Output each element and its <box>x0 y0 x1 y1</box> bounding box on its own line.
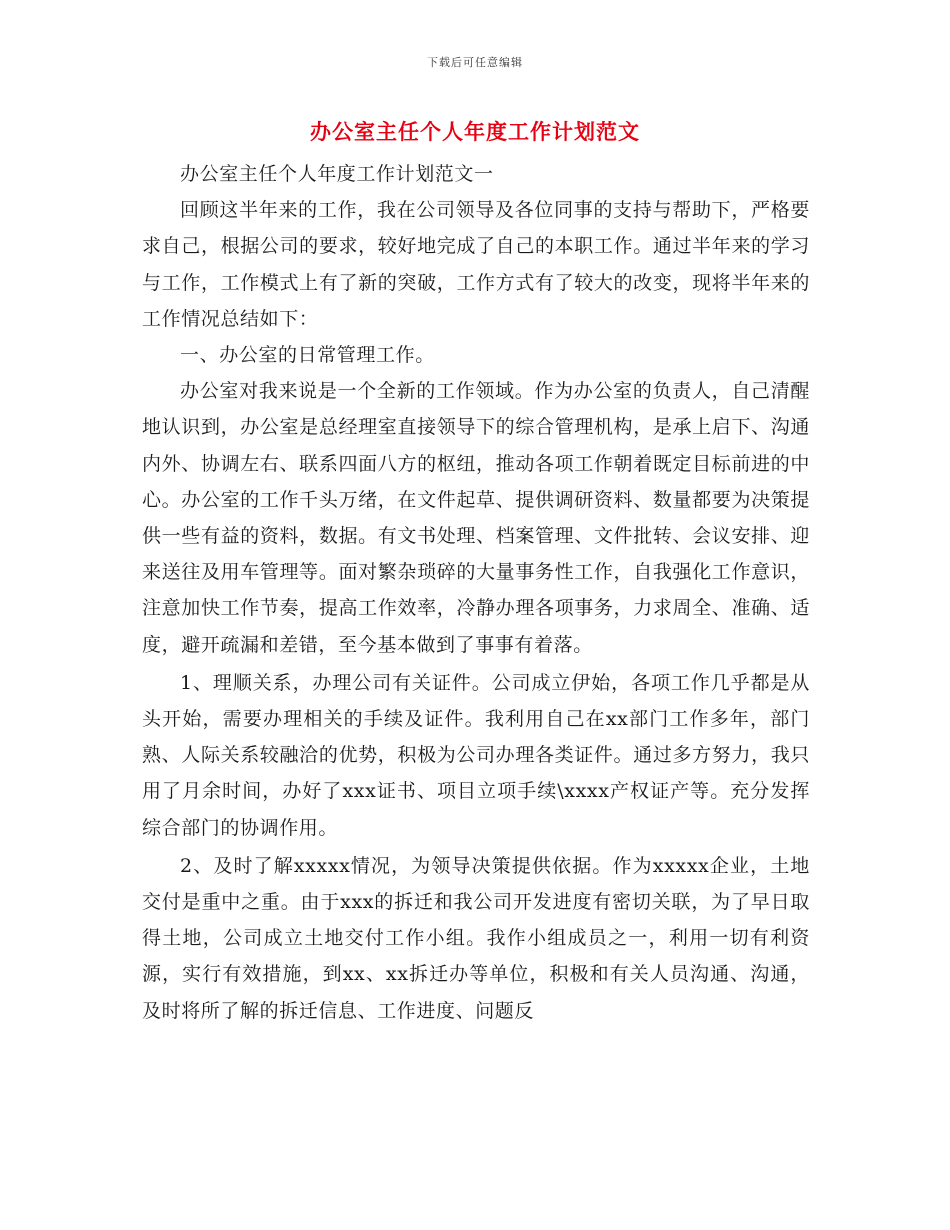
paragraph-intro: 回顾这半年来的工作，我在公司领导及各位同事的支持与帮助下，严格要求自己，根据公司的要求，较好地完成了自己的本职工作。通过半年来的学习与工作，工作模式上有了新的突破，工作方式有了较大的改变，现将半年来的工作情况总结如下： <box>142 199 810 330</box>
paragraph-item-1: 1、理顺关系，办理公司有关证件。公司成立伊始，各项工作几乎都是从头开始，需要办理相关的手续及证件。我利用自己在xx部门工作多年，部门熟、人际关系较融洽的优势，积极为公司办理各类证件。通过多方努力，我只用了月余时间，办好了xxx证书、项目立项手续\xxxx产权证产等。充分发挥综合部门的协调作用。 <box>142 671 810 839</box>
paragraph-section-heading: 一、办公室的日常管理工作。 <box>180 344 435 367</box>
paragraph-subtitle: 办公室主任个人年度工作计划范文一 <box>180 163 494 185</box>
header-note: 下载后可任意编辑 <box>427 56 523 69</box>
document-title: 办公室主任个人年度工作计划范文 <box>310 119 640 144</box>
document-body <box>142 156 810 1029</box>
paragraph-item-2: 2、及时了解xxxxx情况，为领导决策提供依据。作为xxxxx企业，土地交付是重中之重。由于xxx的拆迁和我公司开发进度有密切关联，为了早日取得土地，公司成立土地交付工作小组。我作小组成员之一，利用一切有利资源，实行有效措施，到xx、xx拆迁办等单位，积极和有关人员沟通、沟通，及时将所了解的拆迁信息、工作进度、问题反 <box>142 854 810 1022</box>
paragraph-office-overview: 办公室对我来说是一个全新的工作领域。作为办公室的负责人，自己清醒地认识到，办公室是总经理室直接领导下的综合管理机构，是承上启下、沟通内外、协调左右、联系四面八方的枢纽，推动各项工作朝着既定目标前进的中心。办公室的工作千头万绪，在文件起草、提供调研资料、数量都要为决策提供一些有益的资料，数据。有文书处理、档案管理、文件批转、会议安排、迎来送往及用车管理等。面对繁杂琐碎的大量事务性工作，自我强化工作意识，注意加快工作节奏，提高工作效率，冷静办理各项事务，力求周全、准确、适度，避开疏漏和差错，至今基本做到了事事有着落。 <box>142 380 810 656</box>
